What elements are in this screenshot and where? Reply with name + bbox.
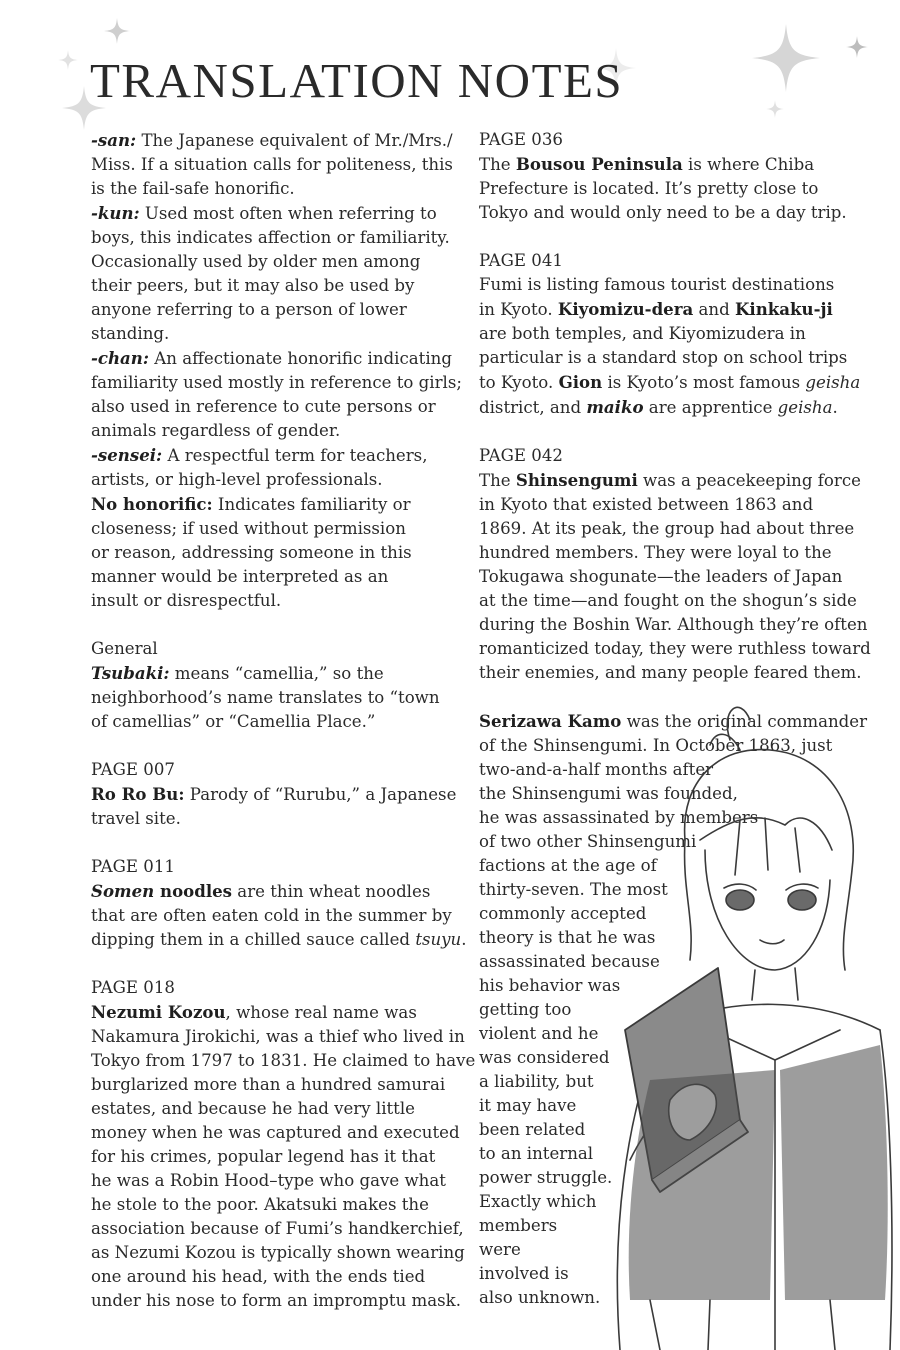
text-line: of two other Shinsengumi bbox=[479, 832, 697, 851]
note-page-011 bbox=[91, 855, 471, 952]
text-line: was considered bbox=[479, 1048, 610, 1067]
term: Kiyomizu-dera bbox=[557, 299, 694, 319]
text-line: Used most often when referring to bbox=[139, 204, 437, 223]
text-line: commonly accepted bbox=[479, 904, 647, 923]
text-line: Miss. If a situation calls for politeness, this bbox=[91, 155, 453, 174]
text-line: burglarized more than a hundred samurai bbox=[91, 1075, 446, 1094]
text-line: is where Chiba bbox=[682, 155, 815, 174]
text-line: The Japanese equivalent of Mr./Mrs./ bbox=[136, 131, 453, 150]
section-header: PAGE 018 bbox=[91, 978, 175, 997]
text-line: Prefecture is located. It’s pretty close to bbox=[479, 179, 819, 198]
text-line: also used in reference to cute persons or bbox=[91, 397, 436, 416]
text-line: animals regardless of gender. bbox=[91, 421, 341, 440]
text-line: and bbox=[693, 300, 735, 319]
text-line: dipping them in a chilled sauce called bbox=[91, 930, 416, 949]
text-line: familiarity used mostly in reference to girls; bbox=[91, 373, 462, 392]
text-line: The bbox=[479, 155, 516, 174]
honorific-kun bbox=[91, 201, 471, 346]
term: -san: bbox=[91, 130, 137, 150]
term: noodles bbox=[154, 881, 233, 901]
text-line: as Nezumi Kozou is typically shown wearing bbox=[91, 1243, 465, 1262]
term: maiko bbox=[586, 397, 644, 417]
text-line: the Shinsengumi was founded, bbox=[479, 784, 738, 803]
italic-term: geisha bbox=[777, 398, 833, 417]
text-line: Parody of “Rurubu,” a Japanese bbox=[184, 785, 457, 804]
text-line: members bbox=[479, 1216, 558, 1235]
text-line: their peers, but it may also be used by bbox=[91, 276, 415, 295]
text-line: hundred members. They were loyal to the bbox=[479, 543, 832, 562]
text-line: of the Shinsengumi. In October 1863, just bbox=[479, 736, 833, 755]
text-line: closeness; if used without permission bbox=[91, 519, 406, 538]
term: Ro Ro Bu: bbox=[91, 784, 185, 804]
term: -kun: bbox=[91, 203, 140, 223]
text-line: under his nose to form an impromptu mask. bbox=[91, 1291, 462, 1310]
text-line: during the Boshin War. Although they’re often bbox=[479, 615, 868, 634]
text-line: Tokyo and would only need to be a day trip. bbox=[479, 203, 847, 222]
term: Nezumi Kozou bbox=[91, 1002, 226, 1022]
note-page-007 bbox=[91, 758, 471, 831]
text-line: he stole to the poor. Akatsuki makes the bbox=[91, 1195, 429, 1214]
text-line: violent and he bbox=[479, 1024, 599, 1043]
text-line: boys, this indicates affection or familiarity. bbox=[91, 228, 450, 247]
text-line: Tokyo from 1797 to 1831. He claimed to have bbox=[91, 1051, 476, 1070]
text-line: for his crimes, popular legend has it that bbox=[91, 1147, 436, 1166]
text-line: also unknown. bbox=[479, 1288, 601, 1307]
sparkle-icon bbox=[846, 36, 868, 58]
term: Kinkaku-ji bbox=[734, 299, 833, 319]
term: Serizawa Kamo bbox=[479, 711, 622, 731]
text-line: anyone referring to a person of lower bbox=[91, 300, 407, 319]
text-line: insult or disrespectful. bbox=[91, 591, 282, 610]
text-line: Nakamura Jirokichi, was a thief who lived in bbox=[91, 1027, 465, 1046]
text-line: two-and-a-half months after bbox=[479, 760, 714, 779]
text-line: that are often eaten cold in the summer by bbox=[91, 906, 452, 925]
section-header: PAGE 011 bbox=[91, 857, 175, 876]
sparkle-icon bbox=[766, 100, 784, 118]
text-line: is Kyoto’s most famous bbox=[602, 373, 806, 392]
text-line: A respectful term for teachers, bbox=[162, 446, 428, 465]
text-line: are apprentice bbox=[643, 398, 778, 417]
honorific-none bbox=[91, 492, 471, 613]
text-line: estates, and because he had very little bbox=[91, 1099, 415, 1118]
text-line: assassinated because bbox=[479, 952, 660, 971]
term: Bousou Peninsula bbox=[515, 154, 683, 174]
text-line: been related bbox=[479, 1120, 586, 1139]
text-line: was the original commander bbox=[621, 712, 868, 731]
text-line: were bbox=[479, 1240, 521, 1259]
text-line: to an internal bbox=[479, 1144, 594, 1163]
text-line: their enemies, and many people feared them. bbox=[479, 663, 862, 682]
text-line: means “camellia,” so the bbox=[169, 664, 384, 683]
text-line: , whose real name was bbox=[225, 1003, 417, 1022]
text-line: involved is bbox=[479, 1264, 569, 1283]
page-title: TRANSLATION NOTES bbox=[90, 53, 624, 108]
text-line: of camellias” or “Camellia Place.” bbox=[91, 712, 376, 731]
text-line: to Kyoto. bbox=[479, 373, 559, 392]
text-line: a liability, but bbox=[479, 1072, 594, 1091]
text-line: was a peacekeeping force bbox=[637, 471, 861, 490]
text-line: manner would be interpreted as an bbox=[91, 567, 389, 586]
sparkle-icon bbox=[752, 24, 820, 92]
text-line: he was a Robin Hood–type who gave what bbox=[91, 1171, 446, 1190]
text-line: Fumi is listing famous tourist destinations bbox=[479, 275, 835, 294]
text-line: An affectionate honorific indicating bbox=[149, 349, 452, 368]
text-line: travel site. bbox=[91, 809, 181, 828]
text-line: artists, or high-level professionals. bbox=[91, 470, 383, 489]
text-line: association because of Fumi’s handkerchief, bbox=[91, 1219, 464, 1238]
text-line: power struggle. bbox=[479, 1168, 613, 1187]
italic-term: geisha bbox=[805, 373, 861, 392]
text-line: Indicates familiarity or bbox=[212, 495, 411, 514]
text-line: romanticized today, they were ruthless toward bbox=[479, 639, 871, 658]
text-line: Occasionally used by older men among bbox=[91, 252, 421, 271]
text-line: factions at the age of bbox=[479, 856, 657, 875]
text-line: standing. bbox=[91, 324, 170, 343]
section-header: PAGE 041 bbox=[479, 251, 563, 270]
text-line: his behavior was bbox=[479, 976, 621, 995]
note-page-041 bbox=[479, 249, 874, 420]
text-line: it may have bbox=[479, 1096, 577, 1115]
sparkle-icon bbox=[104, 18, 130, 44]
text-line: district, and bbox=[479, 398, 587, 417]
text-line: one around his head, with the ends tied bbox=[91, 1267, 426, 1286]
honorific-sensei bbox=[91, 443, 471, 492]
term: No honorific: bbox=[91, 494, 213, 514]
italic-term: tsuyu bbox=[415, 930, 462, 949]
text-line: are both temples, and Kiyomizudera in bbox=[479, 324, 806, 343]
text-line: particular is a standard stop on school trips bbox=[479, 348, 848, 367]
text-line: in Kyoto. bbox=[479, 300, 558, 319]
honorific-chan bbox=[91, 346, 471, 443]
note-general bbox=[91, 637, 471, 734]
girl-holding-book-illustration bbox=[590, 700, 900, 1350]
note-page-018 bbox=[91, 976, 476, 1313]
sparkle-icon bbox=[58, 50, 78, 70]
section-header: PAGE 036 bbox=[479, 130, 563, 149]
term: -sensei: bbox=[91, 445, 163, 465]
term: Shinsengumi bbox=[515, 470, 638, 490]
term: Somen bbox=[91, 881, 155, 901]
left-column bbox=[91, 128, 476, 1313]
text-line: money when he was captured and executed bbox=[91, 1123, 460, 1142]
text-line: are thin wheat noodles bbox=[232, 882, 431, 901]
honorific-san bbox=[91, 128, 471, 201]
text-line: he was assassinated by members bbox=[479, 808, 759, 827]
text-line: at the time—and fought on the shogun’s side bbox=[479, 591, 857, 610]
text-line: . bbox=[832, 398, 838, 417]
section-header: PAGE 007 bbox=[91, 760, 175, 779]
text-line: is the fail-safe honorific. bbox=[91, 179, 295, 198]
text-line: theory is that he was bbox=[479, 928, 656, 947]
text-line: Exactly which bbox=[479, 1192, 597, 1211]
text-line: The bbox=[479, 471, 516, 490]
term: Gion bbox=[558, 372, 603, 392]
note-page-042 bbox=[479, 444, 874, 685]
text-line: 1869. At its peak, the group had about three bbox=[479, 519, 855, 538]
text-line: neighborhood’s name translates to “town bbox=[91, 688, 440, 707]
text-line: in Kyoto that existed between 1863 and bbox=[479, 495, 814, 514]
text-line: getting too bbox=[479, 1000, 572, 1019]
text-line: or reason, addressing someone in this bbox=[91, 543, 412, 562]
text-line: thirty-seven. The most bbox=[479, 880, 668, 899]
note-page-036 bbox=[479, 128, 874, 225]
term: Tsubaki: bbox=[91, 663, 170, 683]
term: -chan: bbox=[91, 348, 149, 368]
section-header: PAGE 042 bbox=[479, 446, 563, 465]
text-line: . bbox=[461, 930, 467, 949]
text-line: Tokugawa shogunate—the leaders of Japan bbox=[479, 567, 843, 586]
section-header: General bbox=[91, 639, 158, 658]
